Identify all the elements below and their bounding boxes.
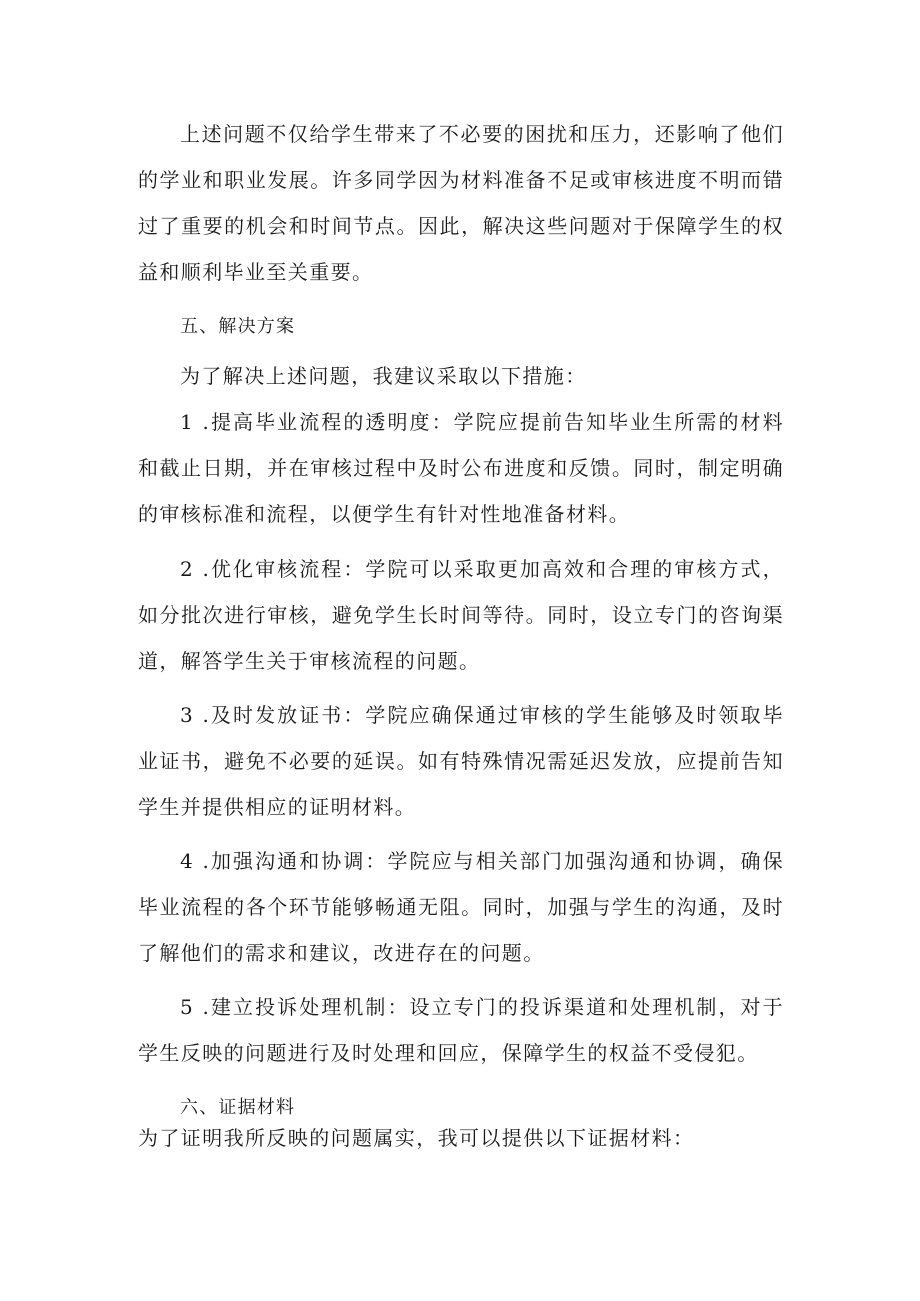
measure-item-2: 2 .优化审核流程：学院可以采取更加高效和合理的审核方式，如分批次进行审核，避免学生长时间等待。同时，设立专门的咨询渠道，解答学生关于审核流程的问题。 bbox=[138, 557, 784, 673]
section-6-lead: 为了证明我所反映的问题属实，我可以提供以下证据材料： bbox=[138, 1126, 695, 1150]
section-6-heading: 六、证据材料 bbox=[180, 1097, 296, 1118]
measure-item-1: 1 .提高毕业流程的透明度：学院应提前告知毕业生所需的材料和截止日期，并在审核过程中及时公布进度和反馈。同时，制定明确的审核标准和流程，以便学生有针对性地准备材料。 bbox=[138, 410, 784, 526]
section-5-lead: 为了解决上述问题，我建议采取以下措施： bbox=[180, 364, 587, 388]
intro-paragraph: 上述问题不仅给学生带来了不必要的困扰和压力，还影响了他们的学业和职业发展。许多同学因为材料准备不足或审核进度不明而错过了重要的机会和时间节点。因此，解决这些问题对于保障学生的权益和顺利毕业至关重要。 bbox=[138, 122, 784, 284]
section-5-heading: 五、解决方案 bbox=[180, 316, 296, 337]
measure-item-5: 5 .建立投诉处理机制：设立专门的投诉渠道和处理机制，对于学生反映的问题进行及时处理和回应，保障学生的权益不受侵犯。 bbox=[138, 995, 784, 1065]
measure-item-4: 4 .加强沟通和协调：学院应与相关部门加强沟通和协调，确保毕业流程的各个环节能够畅通无阻。同时，加强与学生的沟通，及时了解他们的需求和建议，改进存在的问题。 bbox=[138, 849, 784, 965]
measure-item-3: 3 .及时发放证书：学院应确保通过审核的学生能够及时领取毕业证书，避免不必要的延误。如有特殊情况需延迟发放，应提前告知学生并提供相应的证明材料。 bbox=[138, 703, 784, 819]
